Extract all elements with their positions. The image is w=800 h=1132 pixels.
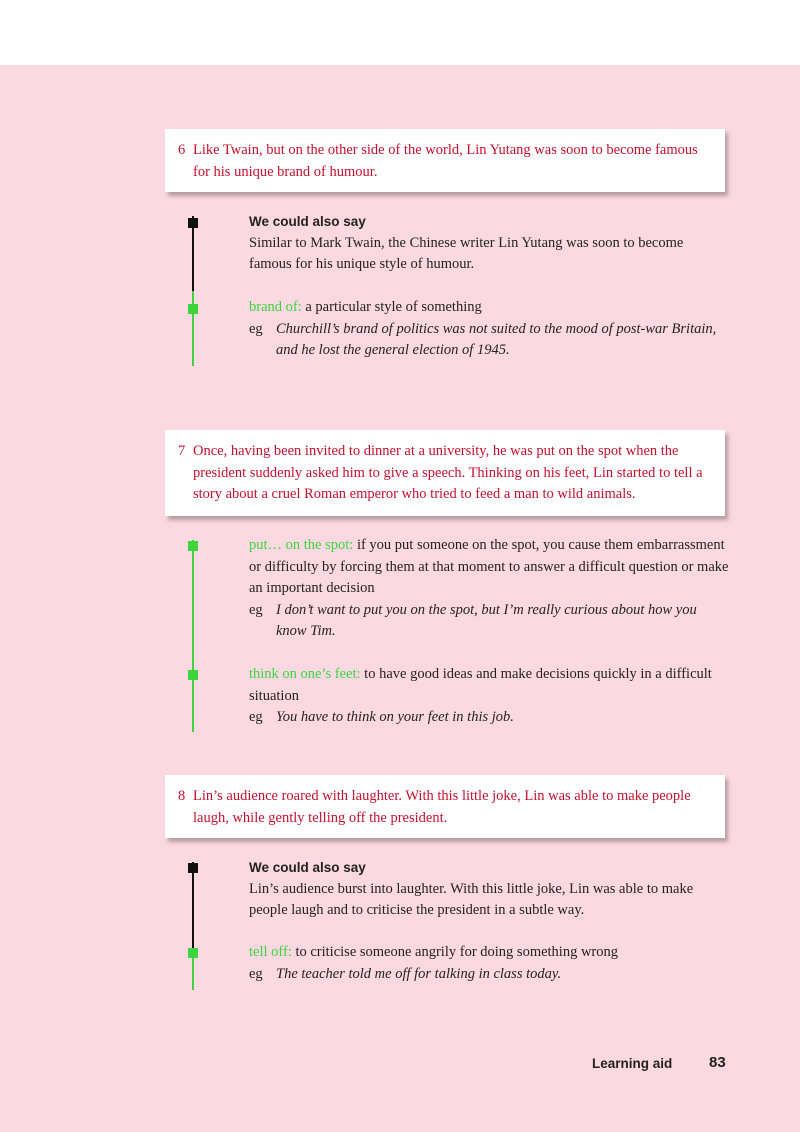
quote-box-7 bbox=[165, 430, 725, 516]
also-say-text: Similar to Mark Twain, the Chinese writer Lin Yutang was soon to become famous for his unique style of humour. bbox=[249, 234, 684, 272]
section-number: 6 bbox=[178, 142, 186, 158]
green-square-marker bbox=[188, 304, 198, 314]
example-text: Churchill’s brand of politics was not suited to the mood of post-war Britain, and he lost the general election of 1945. bbox=[276, 320, 717, 358]
vocab-entry-think-on-ones-feet bbox=[249, 664, 729, 729]
vocab-definition-line bbox=[249, 535, 729, 600]
also-say-heading: We could also say bbox=[249, 214, 366, 229]
vocab-term: tell off: bbox=[249, 944, 292, 960]
footer-label: Learning aid bbox=[592, 1056, 673, 1071]
black-square-marker bbox=[188, 218, 198, 228]
section-6-guide-line bbox=[192, 216, 194, 366]
section-7-guide-line bbox=[192, 540, 194, 732]
vocab-definition: to have good ideas and make decisions quickly in a difficult situation bbox=[249, 666, 712, 704]
also-say-text: Lin’s audience burst into laughter. With this little joke, Lin was able to make people laugh and to criticise the president in a subtle way. bbox=[249, 880, 694, 918]
also-say-block-6 bbox=[249, 211, 729, 276]
vocab-term: put… on the spot: bbox=[249, 537, 354, 553]
quote-box-8 bbox=[165, 775, 725, 838]
example-text: I don’t want to put you on the spot, but I’m really curious about how you know Tim. bbox=[276, 601, 697, 639]
section-number: 8 bbox=[178, 788, 186, 804]
vocab-term: brand of: bbox=[249, 299, 302, 315]
green-square-marker bbox=[188, 541, 198, 551]
quote-text: Lin’s audience roared with laughter. With this little joke, Lin was able to make people laugh, while gently telling off the president. bbox=[193, 788, 691, 826]
green-square-marker bbox=[188, 948, 198, 958]
also-say-block-8 bbox=[249, 857, 729, 922]
eg-label: eg bbox=[249, 965, 263, 982]
example-line bbox=[249, 707, 729, 729]
example-text: The teacher told me off for talking in class today. bbox=[276, 965, 562, 982]
black-square-marker bbox=[188, 863, 198, 873]
section-number: 7 bbox=[178, 443, 186, 459]
quote-box-6 bbox=[165, 129, 725, 192]
eg-label: eg bbox=[249, 601, 263, 618]
vocab-definition-line bbox=[249, 664, 729, 707]
section-8-guide-line bbox=[192, 862, 194, 990]
page-number: 83 bbox=[709, 1054, 726, 1071]
eg-label: eg bbox=[249, 320, 263, 337]
example-line bbox=[249, 319, 729, 362]
green-square-marker bbox=[188, 670, 198, 680]
quote-text: Once, having been invited to dinner at a university, he was put on the spot when the president suddenly asked him to give a speech. Thinking on his feet, Lin started to tell a story about a cruel Roman emperor who tried to feed a man to wild animals. bbox=[193, 443, 703, 502]
vocab-entry-brand-of bbox=[249, 297, 729, 362]
example-text: You have to think on your feet in this job. bbox=[276, 709, 514, 725]
quote-text: Like Twain, but on the other side of the world, Lin Yutang was soon to become famous for his unique brand of humour. bbox=[193, 142, 698, 180]
vocab-definition: if you put someone on the spot, you cause them embarrassment or difficulty by forcing them at that moment to answer a difficult question or make an important decision bbox=[249, 537, 729, 596]
vocab-entry-tell-off bbox=[249, 942, 729, 985]
vocab-definition-line bbox=[249, 297, 729, 319]
vocab-term: think on one’s feet: bbox=[249, 666, 361, 682]
vocab-entry-put-on-the-spot bbox=[249, 535, 729, 643]
vocab-definition-line bbox=[249, 942, 729, 964]
example-line bbox=[249, 964, 729, 986]
vocab-definition: a particular style of something bbox=[301, 299, 482, 315]
eg-label: eg bbox=[249, 709, 263, 725]
example-line bbox=[249, 600, 729, 643]
also-say-heading: We could also say bbox=[249, 860, 366, 875]
vocab-definition: to criticise someone angrily for doing something wrong bbox=[291, 944, 619, 960]
